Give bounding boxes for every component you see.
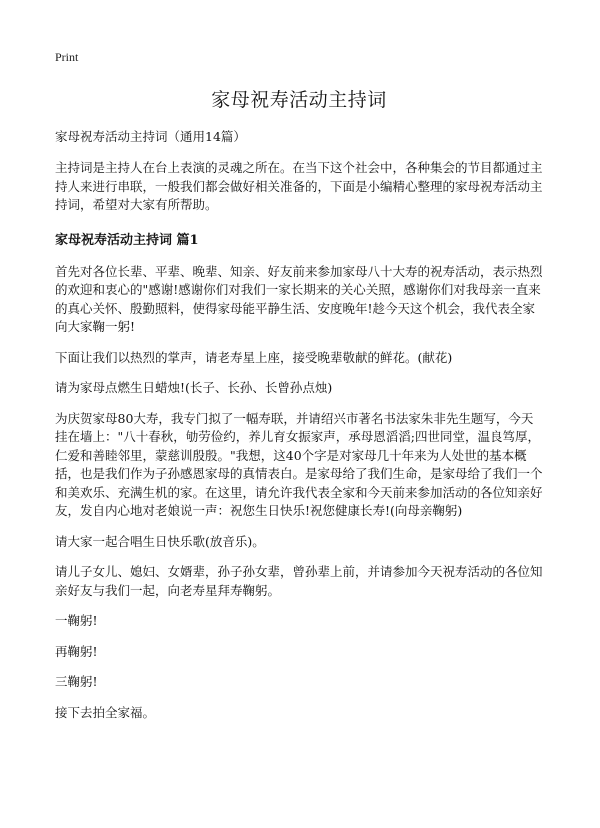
paragraph-couplet: 为庆贺家母80大寿，我专门拟了一幅寿联，并请绍兴市著名书法家朱非先生题写，今天挂在墙上："八十春秋，劬劳俭约，养儿育女振家声，承母恩滔滔;四世同堂，温良笃厚，仁爱和善睦邻里，蒙慈训殷殷。"我想，这40个字是对家母几十年来为人处世的基本概括，也是我们作为子孙感恩家母的真情表白。是家母给了我们生命，是家母给了我们一个和美欢乐、充满生机的家。在这里，请允许我代表全家和今天前来参加活动的各位知亲好友，发自内心地对老娘说一声：祝您生日快乐!祝您健康长寿!(向母亲鞠躬) [55, 410, 543, 518]
paragraph-first-bow: 一鞠躬! [55, 613, 98, 628]
intro-paragraph: 主持词是主持人在台上表演的灵魂之所在。在当下这个社会中，各种集会的节目都通过主持人来进行串联，一般我们都会做好相关准备的，下面是小编精心整理的家母祝寿活动主持词，希望对大家有所帮助。 [55, 160, 543, 212]
paragraph-family-photo: 接下去拍全家福。 [55, 704, 156, 720]
print-link[interactable]: Print [55, 50, 79, 64]
paragraph-third-bow: 三鞠躬! [55, 674, 98, 689]
paragraph-birthday-song: 请大家一起合唱生日快乐歌(放音乐)。 [55, 533, 265, 549]
paragraph-bow-invitation: 请儿子女儿、媳妇、女婿辈，孙子孙女辈，曾孙辈上前，并请参加今天祝寿活动的各位知亲好友与我们一起，向老寿星拜寿鞠躬。 [55, 564, 543, 598]
page-title: 家母祝寿活动主持词 [211, 89, 387, 111]
paragraph-welcome: 首先对各位长辈、平辈、晚辈、知亲、好友前来参加家母八十大寿的祝寿活动，表示热烈的欢迎和衷心的"感谢!感谢你们对我们一家长期来的关心关照，感谢你们对我母亲一直来的真心关怀、殷勤照料，使得家母能平静生活、安度晚年!趁今天这个机会，我代表全家向大家鞠一躬! [55, 263, 543, 334]
paragraph-flowers: 下面让我们以热烈的掌声，请老寿星上座，接受晚辈敬献的鲜花。(献花) [55, 349, 453, 365]
section-heading: 家母祝寿活动主持词 篇1 [55, 232, 199, 248]
paragraph-second-bow: 再鞠躬! [55, 643, 98, 659]
document-subtitle: 家母祝寿活动主持词（通用14篇） [55, 129, 246, 144]
paragraph-candles: 请为家母点燃生日蜡烛!(长子、长孙、长曾孙点烛) [55, 380, 333, 395]
